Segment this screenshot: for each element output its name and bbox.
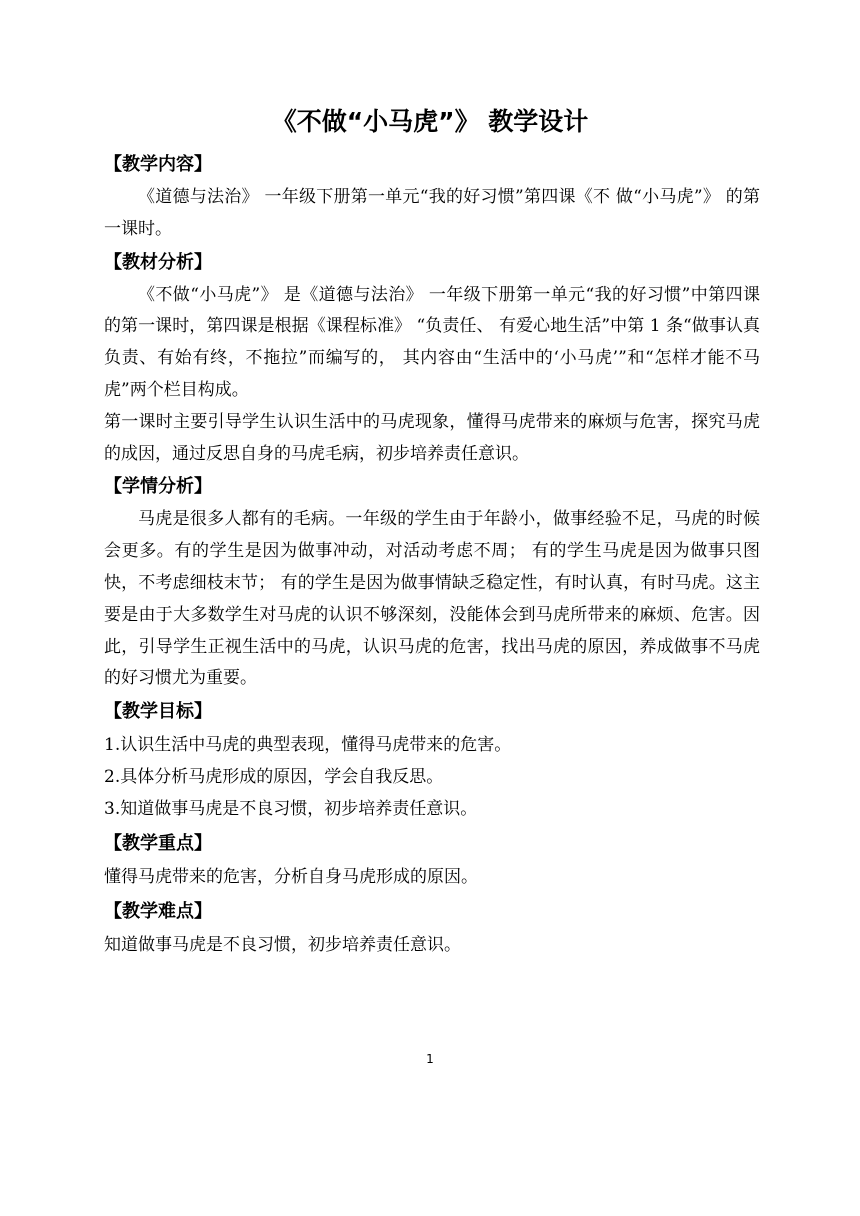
objective-item: 1.认识生活中马虎的典型表现，懂得马虎带来的危害。 [104, 735, 512, 756]
section-teaching-content [104, 148, 760, 246]
objective-item: 2.具体分析马虎形成的原因，学会自我反思。 [104, 767, 444, 788]
section-heading: 【学情分析】 [104, 476, 212, 498]
paragraph: 马虎是很多人都有的毛病。一年级的学生由于年龄小，做事经验不足，马虎的时候会更多。有的学生是因为做事冲动，对活动考虑不周； 有的学生马虎是因为做事只图快，不考虑细枝末节； 有的学生是因为做事情缺乏稳定性，有时认真，有时马虎。这主要是由于大多数学生对马虎的认识不够深刻，没能体会到马虎所带来的麻烦、危害。因此，引导学生正视生活中的马虎，认识马虎的危害，找出马虎的原因，养成做事不马虎的好习惯尤为重要。 [104, 509, 760, 689]
key-point-text: 懂得马虎带来的危害，分析自身马虎形成的原因。 [104, 867, 478, 888]
page-number: 1 [426, 1052, 434, 1066]
paragraph: 《道德与法治》 一年级下册第一单元“我的好习惯”第四课《不 做“小马虎”》 的第一课时。 [104, 187, 760, 239]
document-body [104, 148, 760, 961]
section-heading: 【教学目标】 [104, 701, 212, 723]
section-heading: 【教学内容】 [104, 154, 212, 175]
section-student-analysis [104, 470, 760, 695]
section-teaching-key-points [104, 827, 760, 893]
difficulty-text: 知道做事马虎是不良习惯，初步培养责任意识。 [104, 935, 461, 956]
section-heading: 【教学难点】 [104, 901, 212, 923]
objective-item: 3.知道做事马虎是不良习惯，初步培养责任意识。 [104, 799, 478, 820]
section-teaching-difficulties [104, 895, 760, 961]
document-title: 《不做“小马虎”》 教学设计 [271, 107, 589, 136]
section-material-analysis [104, 246, 760, 471]
section-teaching-objectives [104, 695, 760, 825]
section-heading: 【教学重点】 [104, 833, 212, 855]
paragraph: 《不做“小马虎”》 是《道德与法治》 一年级下册第一单元“我的好习惯”中第四课的第一课时，第四课是根据《课程标准》 “负责任、 有爱心地生活”中第 1 条“做事认真负责、有始有终，不拖拉”而编写的， 其内容由“生活中的‘小马虎’”和“怎样才能不马虎”两个栏目构成。 [104, 284, 760, 400]
section-heading: 【教材分析】 [104, 251, 212, 273]
paragraph: 第一课时主要引导学生认识生活中的马虎现象，懂得马虎带来的麻烦与危害，探究马虎的成因，通过反思自身的马虎毛病，初步培养责任意识。 [104, 411, 760, 464]
